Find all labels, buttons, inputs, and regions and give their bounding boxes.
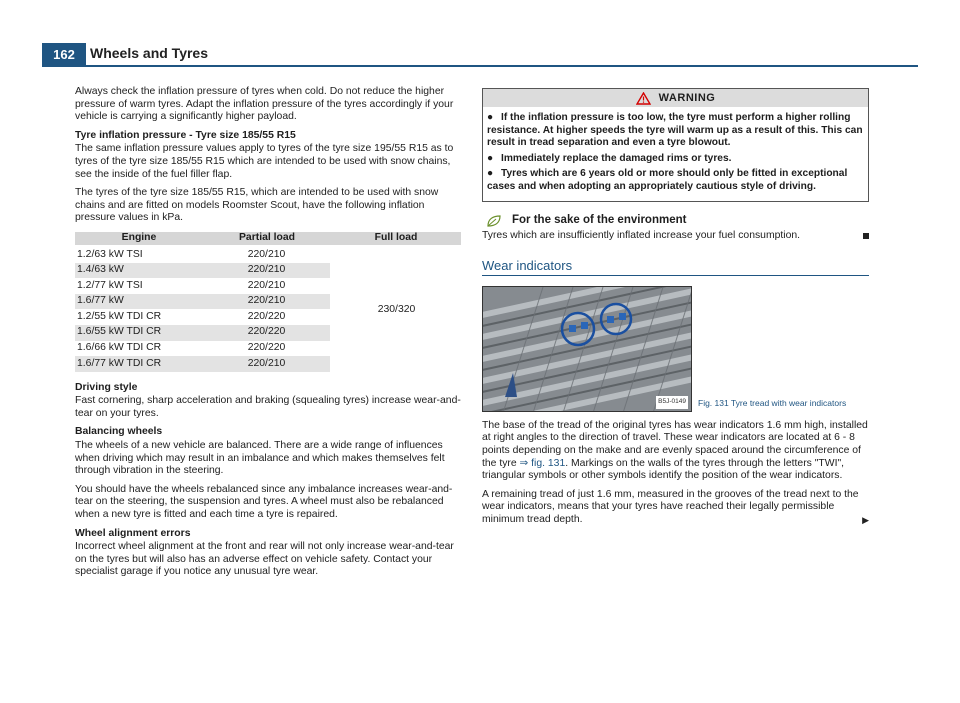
balancing-paragraph-1: The wheels of a new vehicle are balanced. There are a wide range of influences when driving which may result in an imbalance and which makes themselves felt through vibration in the steering. (75, 440, 445, 477)
alignment-paragraph: Incorrect wheel alignment at the front and rear will not only increase wear-and-tear on the tyres but will also has an adverse effect on vehicle safety. Contact your specialist garage if you notice any unusual tyre wear. (75, 541, 454, 578)
engine-cell: 1.2/77 kW TSI (77, 279, 143, 291)
alignment-heading: Wheel alignment errors (75, 527, 191, 539)
driving-style-heading: Driving style (75, 381, 138, 393)
partial-load-cell: 220/210 (203, 294, 331, 310)
figure-code: B5J-0149 (656, 396, 688, 409)
tyre-tread-image (482, 286, 692, 412)
section-end-icon (863, 233, 869, 239)
engine-cell: 1.6/77 kW TDI CR (75, 356, 203, 372)
table-row (75, 247, 461, 263)
figure-131 (482, 286, 869, 412)
page-header (42, 43, 918, 67)
continue-arrow-icon: ▶ (862, 514, 869, 525)
warning-item: ● Immediately replace the damaged rims or tyres. (487, 152, 732, 164)
warning-item: ● Tyres which are 6 years old or more should only be fitted in exceptional cases and when adopting an appropriately cautious style of driving. (487, 168, 848, 192)
balancing-paragraph-2: You should have the wheels rebalanced since any imbalance increases wear-and-tear on the steering, the suspension and tyres. A wheel must also be rebalanced when a new tyre is fitted and each time a tyre is repaired. (75, 483, 453, 521)
table-header-row (75, 232, 461, 247)
engine-cell: 1.6/66 kW TDI CR (77, 342, 162, 353)
figure-link[interactable]: ⇒ fig. 131 (519, 457, 566, 469)
wear-indicators-title: Wear indicators (482, 260, 869, 276)
warning-header (483, 89, 868, 107)
page-number: 162 (42, 43, 86, 67)
partial-load-cell: 220/210 (203, 356, 331, 372)
environment-text-row (482, 230, 869, 243)
engine-cell: 1.4/63 kW (75, 263, 203, 279)
balancing-heading: Balancing wheels (75, 426, 163, 438)
header-engine: Engine (75, 232, 203, 247)
warning-triangle-icon (636, 92, 651, 105)
wear-paragraph-1: The base of the tread of the original tyres has wear indicators 1.6 mm high, installed at right angles to the direction of travel. These wear indicators are located at 6 - 8 points depending on the make and are evenly spaced around the circumference of the tyre ⇒ fig. 131. Markings on the walls of the tyres through the letters "TWI", triangular symbols or other symbols identify the position of the wear indicators. (482, 419, 868, 482)
environment-heading (482, 214, 869, 228)
engine-cell: 1.2/55 kW TDI CR (77, 310, 162, 322)
driving-style-paragraph: Fast cornering, sharp acceleration and braking (squealing tyres) increase wear-and-tear on your tyres. (75, 395, 461, 419)
partial-load-cell: 220/220 (247, 310, 286, 322)
page-title: Wheels and Tyres (90, 45, 209, 61)
wear-paragraph-2: A remaining tread of just 1.6 mm, measured in the grooves of the tread next to the wear indicators, means that your tyres have reached their legally permissible minimum tread depth. ▶ (482, 488, 869, 525)
header-partial-load: Partial load (203, 232, 331, 247)
environment-title: For the sake of the environment (512, 214, 687, 227)
warning-box (482, 88, 869, 202)
warning-body (483, 107, 868, 201)
environment-text: Tyres which are insufficiently inflated increase your fuel consumption. (482, 229, 801, 241)
tyre-pressure-paragraph-1: The same inflation pressure values apply to tyres of the tyre size 195/55 R15 as to tyres of the tyre size 185/55 R15 which are intended to be used with snow chains, see the inside of the fuel filler flap. (75, 143, 454, 180)
partial-load-cell: 220/220 (203, 325, 331, 341)
tyre-pressure-paragraph-2: The tyres of the tyre size 185/55 R15, which are intended to be used with snow chains and are fitted on models Roomster Scout, have the following inflation pressure values in kPa. (75, 187, 439, 224)
environment-leaf-icon (486, 214, 502, 228)
partial-load-cell: 220/220 (247, 342, 286, 353)
intro-paragraph: Always check the inflation pressure of tyres when cold. Do not reduce the higher pressure of warm tyres. Adapt the inflation pressure of the tyres accordingly if your vehicle is carrying a significantly higher payload. (75, 86, 454, 123)
figure-caption: Fig. 131 Tyre tread with wear indicators (698, 398, 847, 409)
partial-load-cell: 220/210 (247, 279, 286, 291)
partial-load-cell: 220/210 (247, 249, 286, 261)
header-full-load: Full load (331, 232, 461, 247)
warning-title: WARNING (658, 91, 716, 104)
partial-load-cell: 220/210 (203, 263, 331, 279)
tyre-tread-illustration (483, 287, 692, 412)
full-load-cell: 230/320 (331, 247, 461, 372)
engine-cell: 1.6/77 kW (75, 294, 203, 310)
tyre-pressure-heading: Tyre inflation pressure - Tyre size 185/55 R15 (75, 129, 296, 141)
engine-cell: 1.2/63 kW TSI (77, 249, 143, 261)
warning-item: ● If the inflation pressure is too low, the tyre must perform a higher rolling resistance. At higher speeds the tyre will warm up as a result of this. This can result in tread separation and even a tyre blowout. (487, 112, 863, 149)
engine-cell: 1.6/55 kW TDI CR (75, 325, 203, 341)
pressure-table (75, 232, 461, 372)
left-column (75, 86, 461, 585)
right-column (482, 88, 869, 533)
